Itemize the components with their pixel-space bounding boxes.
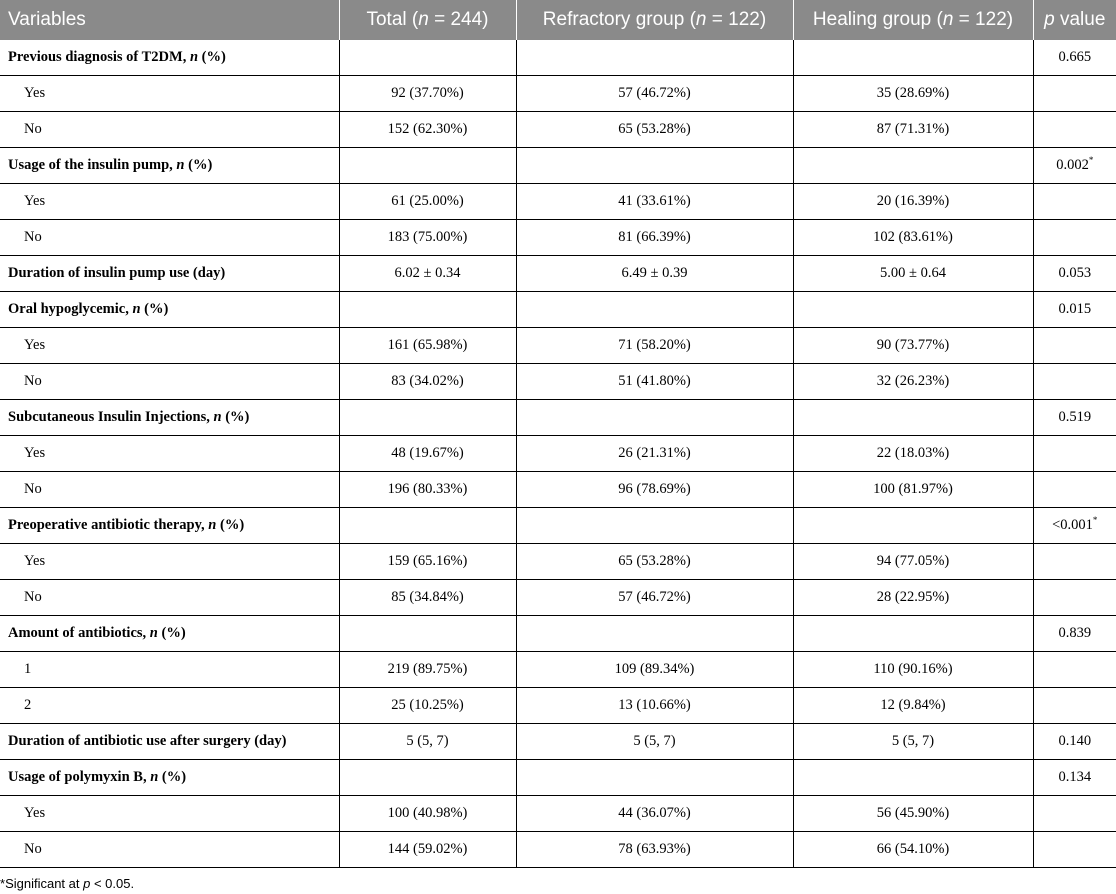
cell-variable: 2 (0, 688, 339, 724)
significance-mark: * (1088, 155, 1094, 165)
cell-p-value (1033, 796, 1116, 832)
cell-p-value (1033, 76, 1116, 112)
cell-total: 161 (65.98%) (339, 328, 516, 364)
table-row-category (0, 184, 1116, 220)
cell-p-value (1033, 436, 1116, 472)
cell-total: 183 (75.00%) (339, 220, 516, 256)
significance-mark: * (1092, 515, 1098, 525)
table-row-variable (0, 760, 1116, 796)
cell-variable: Yes (0, 796, 339, 832)
cell-healing: 32 (26.23%) (793, 364, 1033, 400)
cell-total: 6.02 ± 0.34 (339, 256, 516, 292)
cell-healing: 110 (90.16%) (793, 652, 1033, 688)
cell-p-value (1033, 688, 1116, 724)
cell-healing (793, 292, 1033, 328)
cell-variable: No (0, 220, 339, 256)
cell-total (339, 760, 516, 796)
table-row-variable (0, 508, 1116, 544)
cell-p-value (1033, 220, 1116, 256)
table-row-category (0, 796, 1116, 832)
cell-refractory: 6.49 ± 0.39 (516, 256, 793, 292)
cell-healing: 12 (9.84%) (793, 688, 1033, 724)
cell-healing (793, 508, 1033, 544)
cell-p-value: <0.001* (1033, 508, 1116, 544)
table-row-category (0, 472, 1116, 508)
cell-refractory: 96 (78.69%) (516, 472, 793, 508)
table-row-category (0, 544, 1116, 580)
table-row-category (0, 220, 1116, 256)
cell-healing: 28 (22.95%) (793, 580, 1033, 616)
table-row-category (0, 76, 1116, 112)
cell-healing: 5.00 ± 0.64 (793, 256, 1033, 292)
cell-refractory: 57 (46.72%) (516, 76, 793, 112)
cell-variable: Duration of antibiotic use after surgery (day) (0, 724, 339, 760)
cell-refractory: 65 (53.28%) (516, 112, 793, 148)
cell-p-value: 0.134 (1033, 760, 1116, 796)
cell-variable: No (0, 112, 339, 148)
cell-refractory: 78 (63.93%) (516, 832, 793, 868)
cell-p-value: 0.140 (1033, 724, 1116, 760)
cell-variable: Previous diagnosis of T2DM, n (%) (0, 40, 339, 76)
cell-p-value (1033, 544, 1116, 580)
cell-refractory: 26 (21.31%) (516, 436, 793, 472)
cell-healing: 87 (71.31%) (793, 112, 1033, 148)
cell-p-value (1033, 472, 1116, 508)
cell-p-value: 0.015 (1033, 292, 1116, 328)
cell-p-value (1033, 832, 1116, 868)
header-healing-group: Healing group (n = 122) (793, 0, 1033, 40)
cell-p-value (1033, 328, 1116, 364)
footnote: *Significant at p < 0.05. (0, 876, 135, 891)
header-total: Total (n = 244) (339, 0, 516, 40)
cell-total: 144 (59.02%) (339, 832, 516, 868)
cell-variable: Duration of insulin pump use (day) (0, 256, 339, 292)
cell-total: 196 (80.33%) (339, 472, 516, 508)
cell-variable: 1 (0, 652, 339, 688)
cell-p-value (1033, 112, 1116, 148)
cell-healing (793, 40, 1033, 76)
table-row-variable (0, 400, 1116, 436)
table-row-category (0, 328, 1116, 364)
table-row-category (0, 688, 1116, 724)
cell-healing (793, 760, 1033, 796)
cell-refractory (516, 292, 793, 328)
cell-refractory (516, 40, 793, 76)
header-refractory-group: Refractory group (n = 122) (516, 0, 793, 40)
cell-total (339, 616, 516, 652)
table-row-variable (0, 256, 1116, 292)
cell-p-value: 0.839 (1033, 616, 1116, 652)
cell-total: 5 (5, 7) (339, 724, 516, 760)
cell-variable: No (0, 832, 339, 868)
table-row-variable (0, 292, 1116, 328)
cell-refractory: 65 (53.28%) (516, 544, 793, 580)
cell-variable: Yes (0, 184, 339, 220)
cell-variable: Usage of polymyxin B, n (%) (0, 760, 339, 796)
table-row-category (0, 832, 1116, 868)
cell-p-value: 0.665 (1033, 40, 1116, 76)
cell-total (339, 148, 516, 184)
cell-refractory (516, 508, 793, 544)
cell-healing: 90 (73.77%) (793, 328, 1033, 364)
cell-variable: Yes (0, 544, 339, 580)
table-row-category (0, 112, 1116, 148)
footnote-mark: * (0, 876, 6, 891)
cell-refractory (516, 148, 793, 184)
table-row-category (0, 652, 1116, 688)
table-row-category (0, 580, 1116, 616)
cell-variable: Amount of antibiotics, n (%) (0, 616, 339, 652)
cell-refractory (516, 760, 793, 796)
cell-total (339, 508, 516, 544)
table-row-variable (0, 616, 1116, 652)
cell-variable: No (0, 364, 339, 400)
cell-total: 48 (19.67%) (339, 436, 516, 472)
cell-variable: No (0, 472, 339, 508)
cell-healing (793, 616, 1033, 652)
cell-variable: Yes (0, 436, 339, 472)
cell-p-value: 0.053 (1033, 256, 1116, 292)
cell-refractory: 81 (66.39%) (516, 220, 793, 256)
cell-refractory: 5 (5, 7) (516, 724, 793, 760)
cell-healing: 100 (81.97%) (793, 472, 1033, 508)
cell-refractory (516, 616, 793, 652)
cell-healing: 35 (28.69%) (793, 76, 1033, 112)
cell-variable: Subcutaneous Insulin Injections, n (%) (0, 400, 339, 436)
cell-healing: 22 (18.03%) (793, 436, 1033, 472)
cell-p-value (1033, 184, 1116, 220)
cell-refractory: 71 (58.20%) (516, 328, 793, 364)
cell-refractory: 41 (33.61%) (516, 184, 793, 220)
cell-variable: Oral hypoglycemic, n (%) (0, 292, 339, 328)
table-row-variable (0, 40, 1116, 76)
table-row-variable (0, 148, 1116, 184)
cell-total: 83 (34.02%) (339, 364, 516, 400)
cell-healing (793, 400, 1033, 436)
cell-refractory: 51 (41.80%) (516, 364, 793, 400)
cell-refractory (516, 400, 793, 436)
cell-total: 25 (10.25%) (339, 688, 516, 724)
cell-refractory: 13 (10.66%) (516, 688, 793, 724)
cell-refractory: 57 (46.72%) (516, 580, 793, 616)
cell-p-value (1033, 364, 1116, 400)
header-variables: Variables (0, 0, 339, 40)
cell-p-value (1033, 652, 1116, 688)
cell-total: 85 (34.84%) (339, 580, 516, 616)
cell-healing (793, 148, 1033, 184)
cell-p-value (1033, 580, 1116, 616)
cell-variable: Preoperative antibiotic therapy, n (%) (0, 508, 339, 544)
header-row (0, 0, 1116, 40)
table-row-variable (0, 724, 1116, 760)
cell-p-value: 0.002* (1033, 148, 1116, 184)
cell-total: 219 (89.75%) (339, 652, 516, 688)
cell-variable: Usage of the insulin pump, n (%) (0, 148, 339, 184)
cell-total: 61 (25.00%) (339, 184, 516, 220)
cell-variable: No (0, 580, 339, 616)
table-row-category (0, 436, 1116, 472)
table-header (0, 0, 1116, 40)
cell-total: 92 (37.70%) (339, 76, 516, 112)
cell-variable: Yes (0, 76, 339, 112)
cell-total (339, 400, 516, 436)
cell-healing: 5 (5, 7) (793, 724, 1033, 760)
cell-healing: 20 (16.39%) (793, 184, 1033, 220)
cell-variable: Yes (0, 328, 339, 364)
table-body (0, 40, 1116, 868)
cell-healing: 102 (83.61%) (793, 220, 1033, 256)
cell-p-value: 0.519 (1033, 400, 1116, 436)
header-p-value: p value (1033, 0, 1116, 40)
cell-refractory: 109 (89.34%) (516, 652, 793, 688)
cell-total: 159 (65.16%) (339, 544, 516, 580)
cell-total: 152 (62.30%) (339, 112, 516, 148)
cell-total (339, 40, 516, 76)
cell-total: 100 (40.98%) (339, 796, 516, 832)
cell-healing: 66 (54.10%) (793, 832, 1033, 868)
cell-healing: 94 (77.05%) (793, 544, 1033, 580)
cell-refractory: 44 (36.07%) (516, 796, 793, 832)
table-row-category (0, 364, 1116, 400)
cell-total (339, 292, 516, 328)
cell-healing: 56 (45.90%) (793, 796, 1033, 832)
